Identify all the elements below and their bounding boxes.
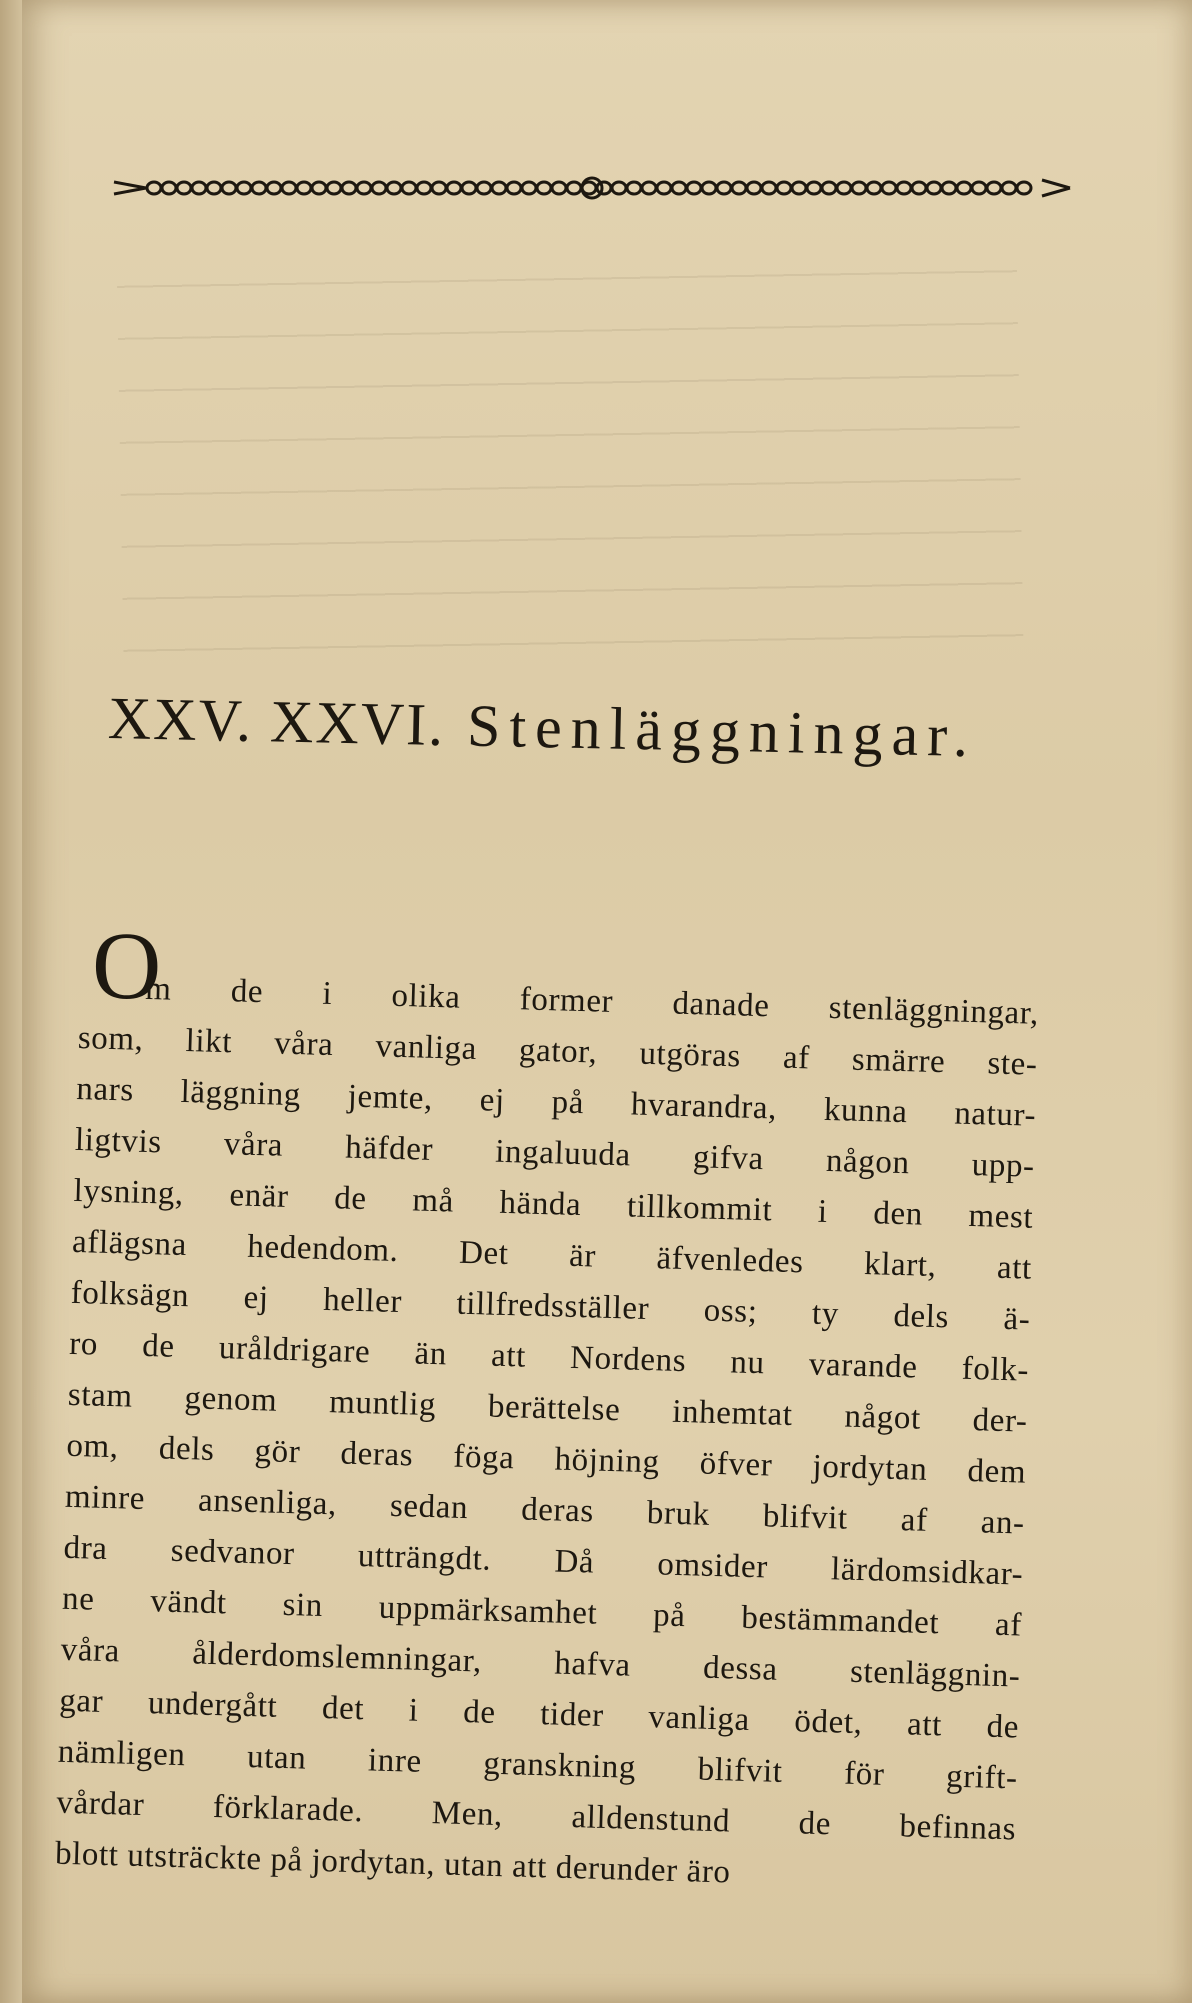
chain-link [687,182,701,194]
chain-link [387,182,401,194]
chain-link [792,182,806,194]
chapter-title: Stenläggningar. [466,692,978,770]
text-line: våra ålderdomslemningar, hafva dessa stenläggnin- [60,1631,1021,1695]
text-line: folksägn ej heller tillfredsställer oss; ty dels ä- [70,1274,1031,1338]
chain-link [492,182,506,194]
text-line: vårdar förklarade. Men, alldenstund de befinnas [56,1784,1017,1848]
chain-link [852,182,866,194]
chain-link [882,182,896,194]
drop-capital: O [92,912,162,1019]
chain-link [477,182,491,194]
chapter-numerals: XXV. XXVI. [107,685,446,759]
chain-link [417,182,431,194]
chain-link [342,182,356,194]
chain-link [537,182,551,194]
text-line: ro de uråldrigare än att Nordens nu varande folk- [68,1325,1030,1389]
chain-link [282,182,296,194]
text-line: ligtvis våra häfder ingaluuda gifva någon upp- [74,1121,1036,1185]
chain-link [807,182,821,194]
chain-link [252,182,266,194]
chain-link [462,182,476,194]
text-line: som, likt våra vanliga gator, utgöras af smärre ste- [77,1019,1039,1083]
text-line: dra sedvanor utträngdt. Då omsider lärdomsidkar- [63,1529,1024,1593]
text-line: ne vändt sin uppmärksamhet på bestämmandet af [61,1580,1023,1644]
chain-link [432,182,446,194]
chain-link [297,182,311,194]
text-line: om, dels gör deras föga höjning öfver jordytan dem [65,1427,1027,1491]
chain-link [567,182,581,194]
text-line: nars läggning jemte, ej på hvarandra, kunna natur- [75,1070,1037,1134]
chain-link [237,182,251,194]
chain-link [597,182,611,194]
chain-link [207,182,221,194]
chain-link [762,182,776,194]
chain-link [942,182,956,194]
chain-link [222,182,236,194]
chain-link [627,182,641,194]
chain-link [357,182,371,194]
chain-link [162,182,176,194]
chain-link [447,182,461,194]
chain-link [522,182,536,194]
chain-link [177,182,191,194]
chain-link [507,182,521,194]
paragraph [54,962,1039,1906]
chain-link [717,182,731,194]
chain-link [927,182,941,194]
chain-link [147,182,161,194]
chain-link [1002,182,1016,194]
text-line: stam genom muntlig berättelse inhemtat något der- [67,1376,1029,1440]
chain-link [702,182,716,194]
chain-link [312,182,326,194]
chain-link [972,182,986,194]
chain-link [552,182,566,194]
decorative-border-ornament [112,168,1072,208]
chain-link [897,182,911,194]
text-line: gar undergått det i de tider vanliga ödet, att de [58,1682,1020,1746]
text-line: minre ansenliga, sedan deras bruk blifvit af an- [64,1478,1026,1542]
chain-link [912,182,926,194]
chain-link [1017,182,1031,194]
chain-link [327,182,341,194]
chain-link [672,182,686,194]
chain-link [657,182,671,194]
chain-link [747,182,761,194]
chain-link [267,182,281,194]
chain-link [192,182,206,194]
chain-link [837,182,851,194]
chain-link [732,182,746,194]
show-through-text [116,232,1023,668]
text-line: lysning, enär de må hända tillkommit i den mest [73,1172,1034,1236]
chain-link [372,182,386,194]
chain-link [612,182,626,194]
text-line: aflägsna hedendom. Det är äfvenledes klart, att [71,1223,1033,1287]
text-line: blott utsträckte på jordytan, utan att derunder äro [54,1835,732,1891]
text-line: nämligen utan inre granskning blifvit för grift- [57,1733,1019,1797]
chain-link [957,182,971,194]
chain-link [642,182,656,194]
chain-link [402,182,416,194]
page-gutter [0,0,24,2003]
chain-link [822,182,836,194]
chain-link [777,182,791,194]
chain-link [867,182,881,194]
chain-link [987,182,1001,194]
text-line: m de i olika former danade stenläggningar, [144,970,1040,1032]
